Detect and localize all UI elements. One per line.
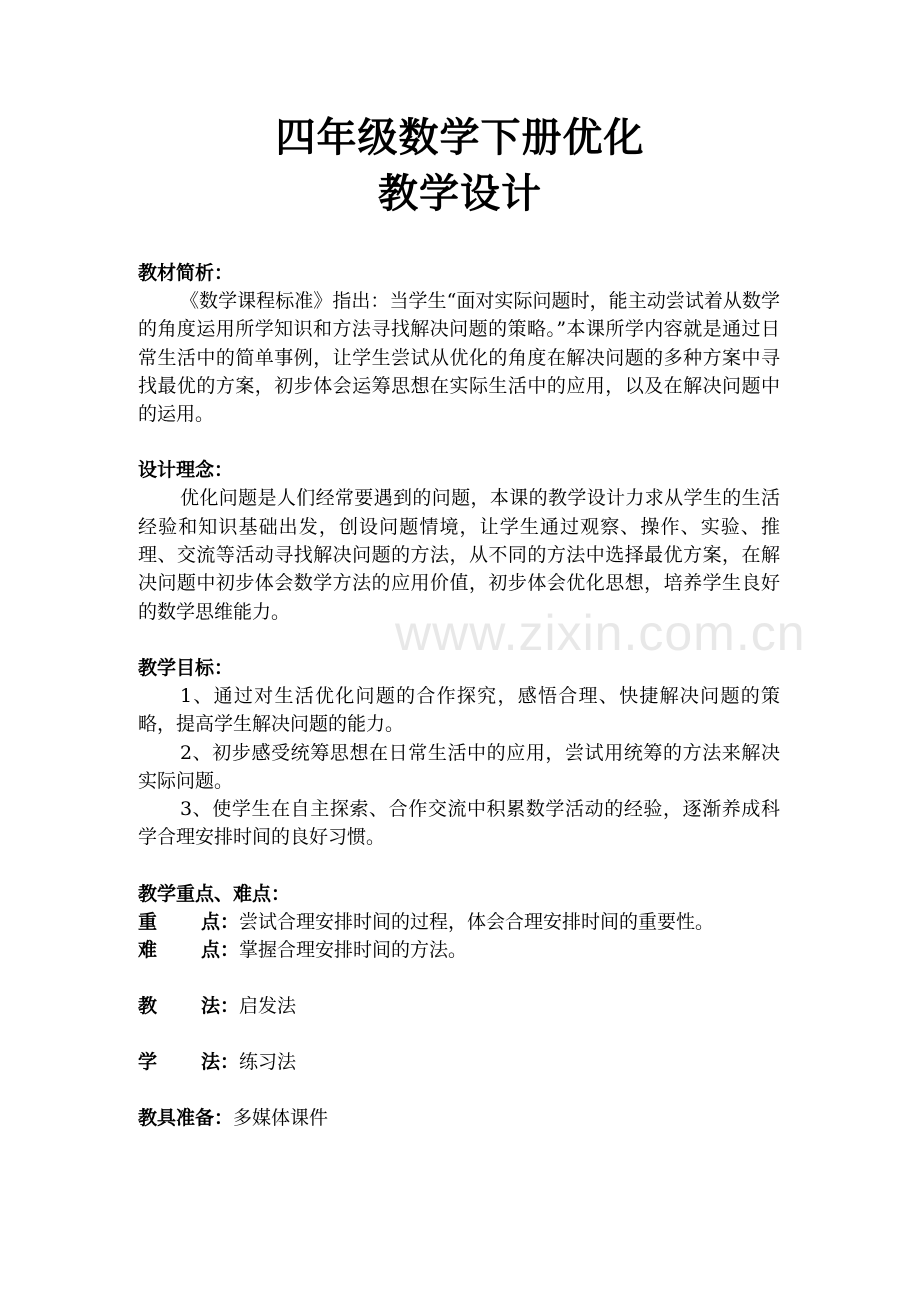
teaching-method-colon: ： [220, 994, 240, 1017]
page-title-line-1: 四年级数学下册优化 [275, 115, 645, 161]
difficulty-colon: ： [220, 938, 240, 961]
learning-method-text: 练习法 [239, 1050, 297, 1073]
focus-row [138, 908, 780, 936]
teaching-method-row [138, 992, 780, 1020]
tools-label: 教具准备 [138, 1106, 215, 1129]
goal-item-1: 1、通过对生活优化问题的合作探究，感悟合理、快捷解决问题的策略，提高学生解决问题的能力。 [138, 684, 780, 736]
tools-colon: ： [214, 1106, 234, 1129]
learning-method-colon: ： [220, 1050, 240, 1073]
watermark: www.zixin.com.cn [395, 605, 806, 661]
key-points-heading: 教学重点、难点： [138, 882, 291, 905]
materials-text: 《数学课程标准》指出：当学生“面对实际问题时，能主动尝试着从数学的角度运用所学知识和方法寻找解决问题的策略。”本课所学内容就是通过日常生活中的简单事例，让学生尝试从优化的角度在解决问题的多种方案中寻找最优的方案，初步体会运筹思想在实际生活中的应用，以及在解决问题中的运用。 [138, 290, 780, 426]
focus-label: 重点 [138, 910, 220, 933]
learning-method-label: 学法 [138, 1050, 220, 1073]
learning-method-row [138, 1048, 780, 1076]
difficulty-row [138, 936, 780, 964]
materials-heading: 教材简析： [138, 262, 234, 284]
tools-row [138, 1104, 780, 1132]
difficulty-label: 难点 [138, 938, 220, 961]
tools-text: 多媒体课件 [233, 1106, 329, 1129]
design-heading: 设计理念： [138, 459, 234, 482]
teaching-method-text: 启发法 [239, 994, 297, 1017]
focus-colon: ： [220, 910, 240, 933]
goals-heading: 教学目标： [138, 656, 234, 679]
goal-item-3: 3、使学生在自主探索、合作交流中积累数学活动的经验，逐渐养成科学合理安排时间的良好习惯。 [138, 798, 780, 849]
difficulty-text: 掌握合理安排时间的方法。 [239, 938, 468, 961]
design-text: 优化问题是人们经常要遇到的问题，本课的教学设计力求从学生的生活经验和知识基础出发，创设问题情境，让学生通过观察、操作、实验、推理、交流等活动寻找解决问题的方法，从不同的方法中选择最优方案，在解决问题中初步体会数学方法的应用价值，初步体会优化思想，培养学生良好的数学思维能力。 [138, 487, 780, 623]
page-title-line-2: 教学设计 [378, 171, 542, 217]
teaching-method-label: 教法 [138, 994, 220, 1017]
goal-item-2: 2、初步感受统筹思想在日常生活中的应用，尝试用统筹的方法来解决实际问题。 [138, 741, 780, 792]
document-body [138, 259, 780, 1132]
focus-text: 尝试合理安排时间的过程，体会合理安排时间的重要性。 [239, 910, 715, 933]
